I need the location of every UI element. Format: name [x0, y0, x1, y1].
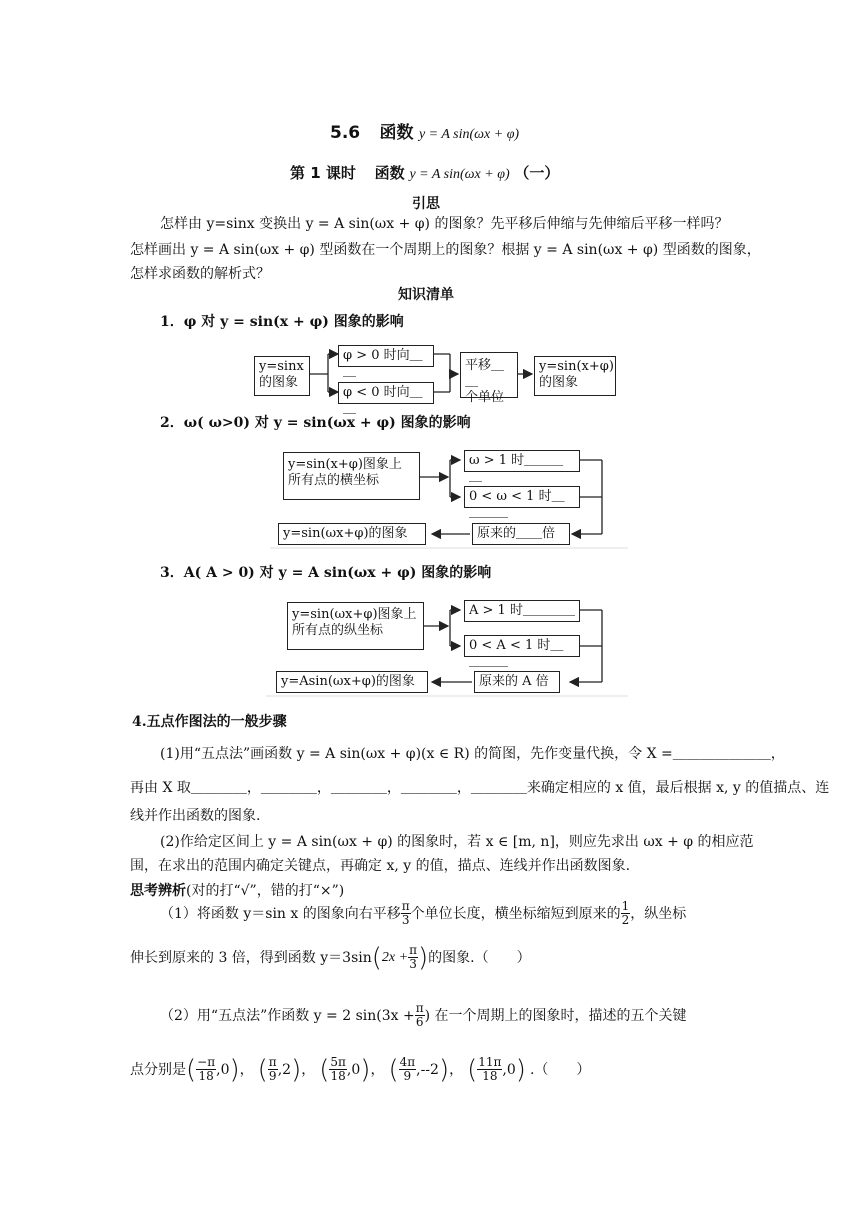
box-shift-line1: 平移＿＿	[465, 358, 505, 389]
box-omega-result: y=sin(ωx+φ)的图象	[278, 523, 426, 545]
q2-text-b: ) 在一个周期上的图象时，描述的五个关键	[424, 1007, 687, 1024]
box-end-line1: y=sin(x+φ)	[539, 359, 614, 374]
discrimination-header	[130, 881, 344, 901]
subtitle-part: （一）	[514, 164, 560, 182]
q1-f3-den: 3	[409, 957, 417, 971]
q1-inner: 2x +	[381, 949, 409, 965]
box-horizontal-coords	[283, 452, 420, 500]
box-ysin-x-phi	[534, 356, 616, 396]
page-subtitle	[290, 162, 559, 183]
q1-text-a: （1）将函数 y＝sin x 的图象向右平移	[160, 905, 401, 922]
box-phi-negative: φ < 0 时向＿＿	[338, 382, 434, 404]
key-points-list	[186, 1056, 530, 1083]
box-vertical-line2: 所有点的纵坐标	[292, 623, 384, 638]
q2-f-num: π	[415, 1001, 424, 1015]
key-point: ( $\frac{4\pi}{9}$ , --2 ) ，	[388, 1054, 464, 1085]
lesson-label: 第 1 课时	[290, 164, 356, 182]
box-ysinx-line2: 的图象	[259, 375, 299, 390]
q2-text-c: 点分别是	[130, 1061, 186, 1078]
question-2-line-2	[130, 1056, 590, 1083]
question-1-line-2: 伸长到原来的 3 倍，得到函数 y＝3sin ( 2x + $\frac{\pi}{3}$ ) 的图象.（ ）	[130, 942, 531, 973]
subtitle-label: 函数	[374, 164, 405, 182]
q1-f1-den: 3	[401, 913, 410, 927]
knowledge-item-2: 2．ω( ω>0) 对 y = sin(ωx + φ) 图象的影响	[160, 415, 471, 431]
box-shift-units	[460, 352, 518, 405]
discrimination-heading: 思考辨析	[130, 883, 186, 899]
knowledge-item-3: 3．A( A > 0) 对 y = A sin(ωx + φ) 图象的影响	[160, 565, 492, 581]
box-horizontal-line1: y=sin(x+φ)图象上	[288, 457, 402, 472]
box-a-times: 原来的 A 倍	[474, 671, 560, 693]
q1-fraction-pi-3-b	[408, 944, 418, 971]
box-end-line2: 的图象	[539, 375, 579, 390]
q1-fraction-1-2	[621, 900, 631, 927]
q1-fraction-pi-3	[401, 900, 411, 927]
box-a-gt-1: A > 1 时＿＿＿＿	[464, 600, 580, 622]
step-1-line-1: (1)用“五点法”画函数 y = A sin(ωx + φ)(x ∈ R) 的简图，先作变量代换，令 X =＿＿＿＿＿＿＿，	[160, 746, 785, 762]
q2-fraction-pi-6	[415, 1002, 425, 1029]
key-point: ( $\frac{\pi}{9}$ , 2 ) ，	[257, 1054, 316, 1085]
key-point: ( $\frac{11\pi}{18}$ , 0 )	[467, 1054, 526, 1085]
title-formula: y = A sin(ωx + φ)	[418, 127, 520, 142]
box-horizontal-line2: 所有点的横坐标	[288, 473, 380, 488]
intro-line-2: 怎样画出 y = A sin(ωx + φ) 型函数在一个周期上的图象？根据 y = A sin(ωx + φ) 型函数的图象，	[130, 242, 761, 258]
q1-text-d: 伸长到原来的 3 倍，得到函数 y＝3sin	[130, 949, 372, 966]
step-2-line-2: 围，在求出的范围内确定关键点，再确定 x, y 的值，描点、连线并作出函数图象.	[130, 858, 631, 874]
q1-f2-num: 1	[621, 899, 630, 913]
q1-text-b: 个单位长度，横坐标缩短到原来的	[410, 905, 621, 922]
q1-f2-den: 2	[621, 913, 630, 927]
box-shift-line2: 个单位	[465, 390, 505, 405]
step-1-line-3: 线并作出函数的图象.	[130, 808, 261, 824]
discrimination-note: (对的打“√”，错的打“×”)	[186, 883, 345, 899]
subtitle-formula: y = A sin(ωx + φ)	[409, 167, 510, 182]
box-vertical-line1: y=sin(ωx+φ)图象上	[292, 607, 417, 622]
step-1-line-2: 再由 X 取＿＿＿＿，＿＿＿＿，＿＿＿＿，＿＿＿＿，＿＿＿＿来确定相应的 x 值，最后根据 x, y 的值描点、连	[130, 780, 830, 796]
step-2-line-1: (2)作给定区间上 y = A sin(ωx + φ) 的图象时，若 x ∈ [m, n]，则应先求出 ωx + φ 的相应范	[160, 834, 754, 850]
q2-end: .（ ）	[529, 1061, 591, 1078]
key-point: ( $\frac{5\pi}{18}$ , 0 ) ，	[319, 1054, 385, 1085]
title-number: 5.6	[330, 123, 361, 143]
intro-line-1: 怎样由 y=sinx 变换出 y = A sin(ωx + φ) 的图象？先平移后伸缩与先伸缩后平移一样吗？	[160, 216, 729, 232]
title-label: 函数	[379, 123, 414, 143]
q1-f1-num: π	[401, 899, 410, 913]
intro-line-3: 怎样求函数的解析式？	[130, 266, 270, 282]
q2-f-den: 6	[415, 1015, 424, 1029]
q1-text-c: ，纵坐标	[630, 905, 687, 922]
knowledge-heading: 知识清单	[398, 287, 454, 303]
box-omega-gt-1: ω > 1 时＿＿＿＿	[464, 450, 580, 472]
box-ysinx	[254, 356, 310, 396]
intro-heading: 引思	[412, 196, 440, 212]
box-phi-positive: φ > 0 时向＿＿	[338, 345, 434, 367]
knowledge-item-1: 1．φ 对 y = sin(x + φ) 图象的影响	[160, 314, 404, 330]
question-2-line-1	[160, 1002, 687, 1029]
box-ysinx-line1: y=sinx	[259, 359, 304, 374]
knowledge-item-4: 4.五点作图法的一般步骤	[132, 714, 287, 730]
box-a-result: y=Asin(ωx+φ)的图象	[276, 671, 428, 693]
q1-text-e: 的图象.（ ）	[428, 949, 531, 966]
q1-f3-num: π	[409, 943, 417, 957]
box-omega-times: 原来的＿＿倍	[472, 523, 570, 545]
key-point: ( $\frac{-\pi}{18}$ , 0 ) ，	[186, 1054, 254, 1085]
box-a-lt-1: 0 < A < 1 时＿＿＿＿	[464, 635, 580, 657]
box-omega-lt-1: 0 < ω < 1 时＿＿＿＿	[464, 486, 580, 508]
question-1-line-1	[160, 900, 686, 927]
q2-text-a: （2）用“五点法”作函数 y = 2 sin(3x +	[160, 1007, 415, 1024]
box-vertical-coords	[287, 602, 424, 650]
page-title	[330, 118, 519, 143]
